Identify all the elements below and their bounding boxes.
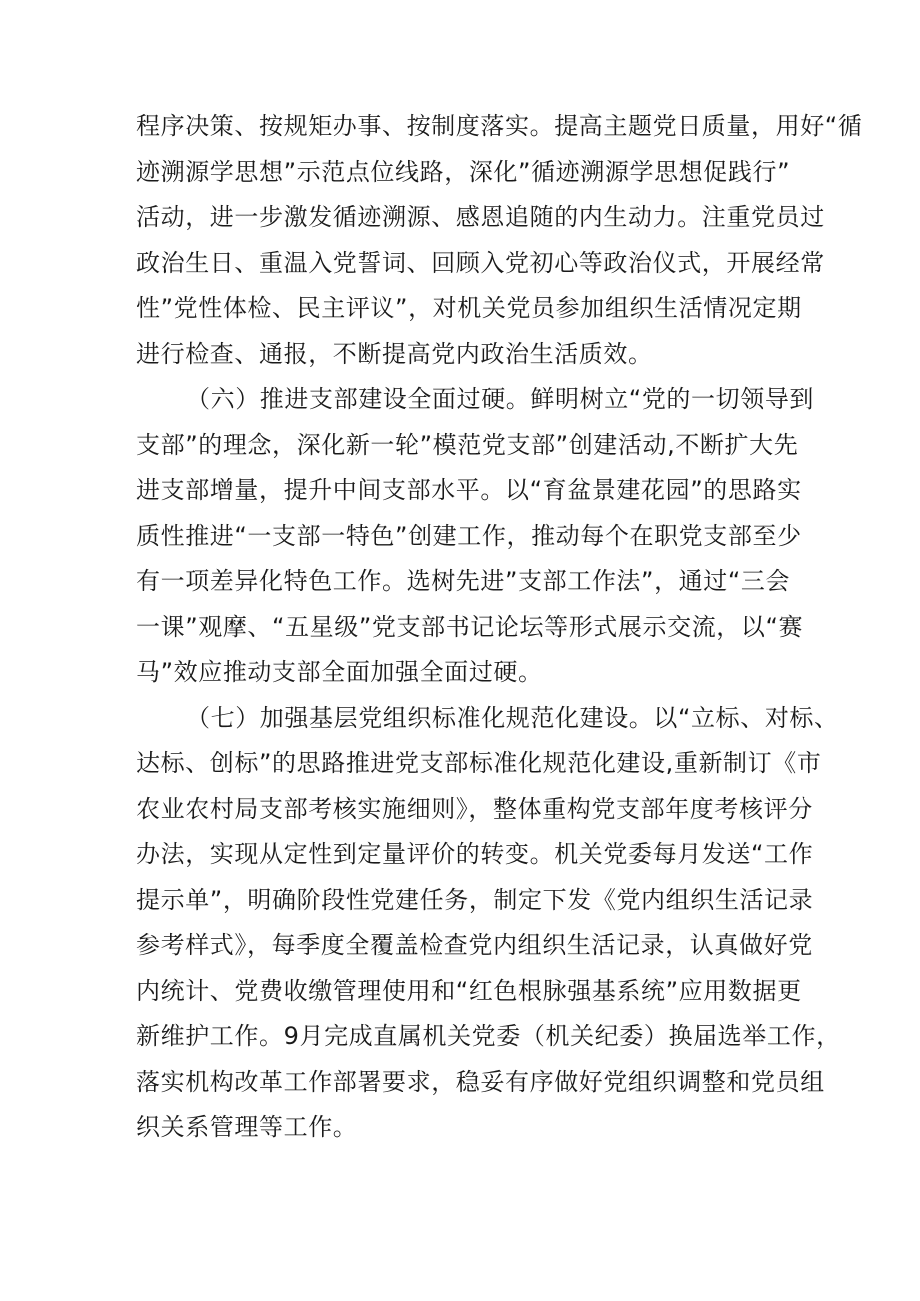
text-line: 一课”观摩、“五星级”党支部书记论坛等形式展示交流，以“赛 [136, 613, 804, 641]
text-line: 支部”的理念，深化新一轮”模范党支部”创建活动,不断扩大先 [136, 431, 799, 459]
text-line: 马”效应推动支部全面加强全面过硬。 [136, 658, 543, 686]
text-line: 性”党性体检、民主评议”，对机关党员参加组织生活情况定期 [136, 294, 802, 322]
text-line: 程序决策、按规矩办事、按制度落实。提高主题党日质量，用好“循 [136, 112, 863, 140]
text-line: 办法，实现从定性到定量评价的转变。机关党委每月发送“工作 [136, 840, 814, 868]
text-line: 农业农村局支部考核实施细则》，整体重构党支部年度考核评分 [136, 795, 813, 823]
text-line: 提示单”，明确阶段性党建任务，制定下发《党内组织生活记录 [136, 886, 814, 914]
text-line: 参考样式》，每季度全覆盖检查党内组织生活记录，认真做好党 [136, 931, 813, 959]
section-heading-6: （六）推进支部建设全面过硬。鲜明树立“党的一切领导到 [186, 385, 815, 413]
text-line: 质性推进“一支部一特色”创建工作，推动每个在职党支部至少 [136, 522, 802, 550]
text-line: 织关系管理等工作。 [136, 1113, 358, 1141]
text-line: 有一项差异化特色工作。选树先进”支部工作法”，通过“三会 [136, 567, 791, 595]
text-line: 落实机构改革工作部署要求，稳妥有序做好党组织调整和党员组 [136, 1068, 825, 1096]
text-line: 达标、创标”的思路推进党支部标准化规范化建设,重新制订《市 [136, 749, 822, 777]
text-line: 进支部增量，提升中间支部水平。以“育盆景建花园”的思路实 [136, 476, 802, 504]
section-heading-7: （七）加强基层党组织标准化规范化建设。以“立标、对标、 [186, 704, 839, 732]
text-line: 新维护工作。9月完成直属机关党委（机关纪委）换届选举工作， [136, 1022, 841, 1050]
text-line: 迹溯源学思想”示范点位线路，深化”循迹溯源学思想促践行” [136, 158, 791, 186]
text-line: 进行检查、通报，不断提高党内政治生活质效。 [136, 340, 653, 368]
text-line: 活动，进一步激发循迹溯源、感恩追随的内生动力。注重党员过 [136, 203, 825, 231]
text-line: 内统计、党费收缴管理使用和“红色根脉强基系统”应用数据更 [136, 977, 802, 1005]
text-line: 政治生日、重温入党誓词、回顾入党初心等政治仪式，开展经常 [136, 249, 825, 277]
